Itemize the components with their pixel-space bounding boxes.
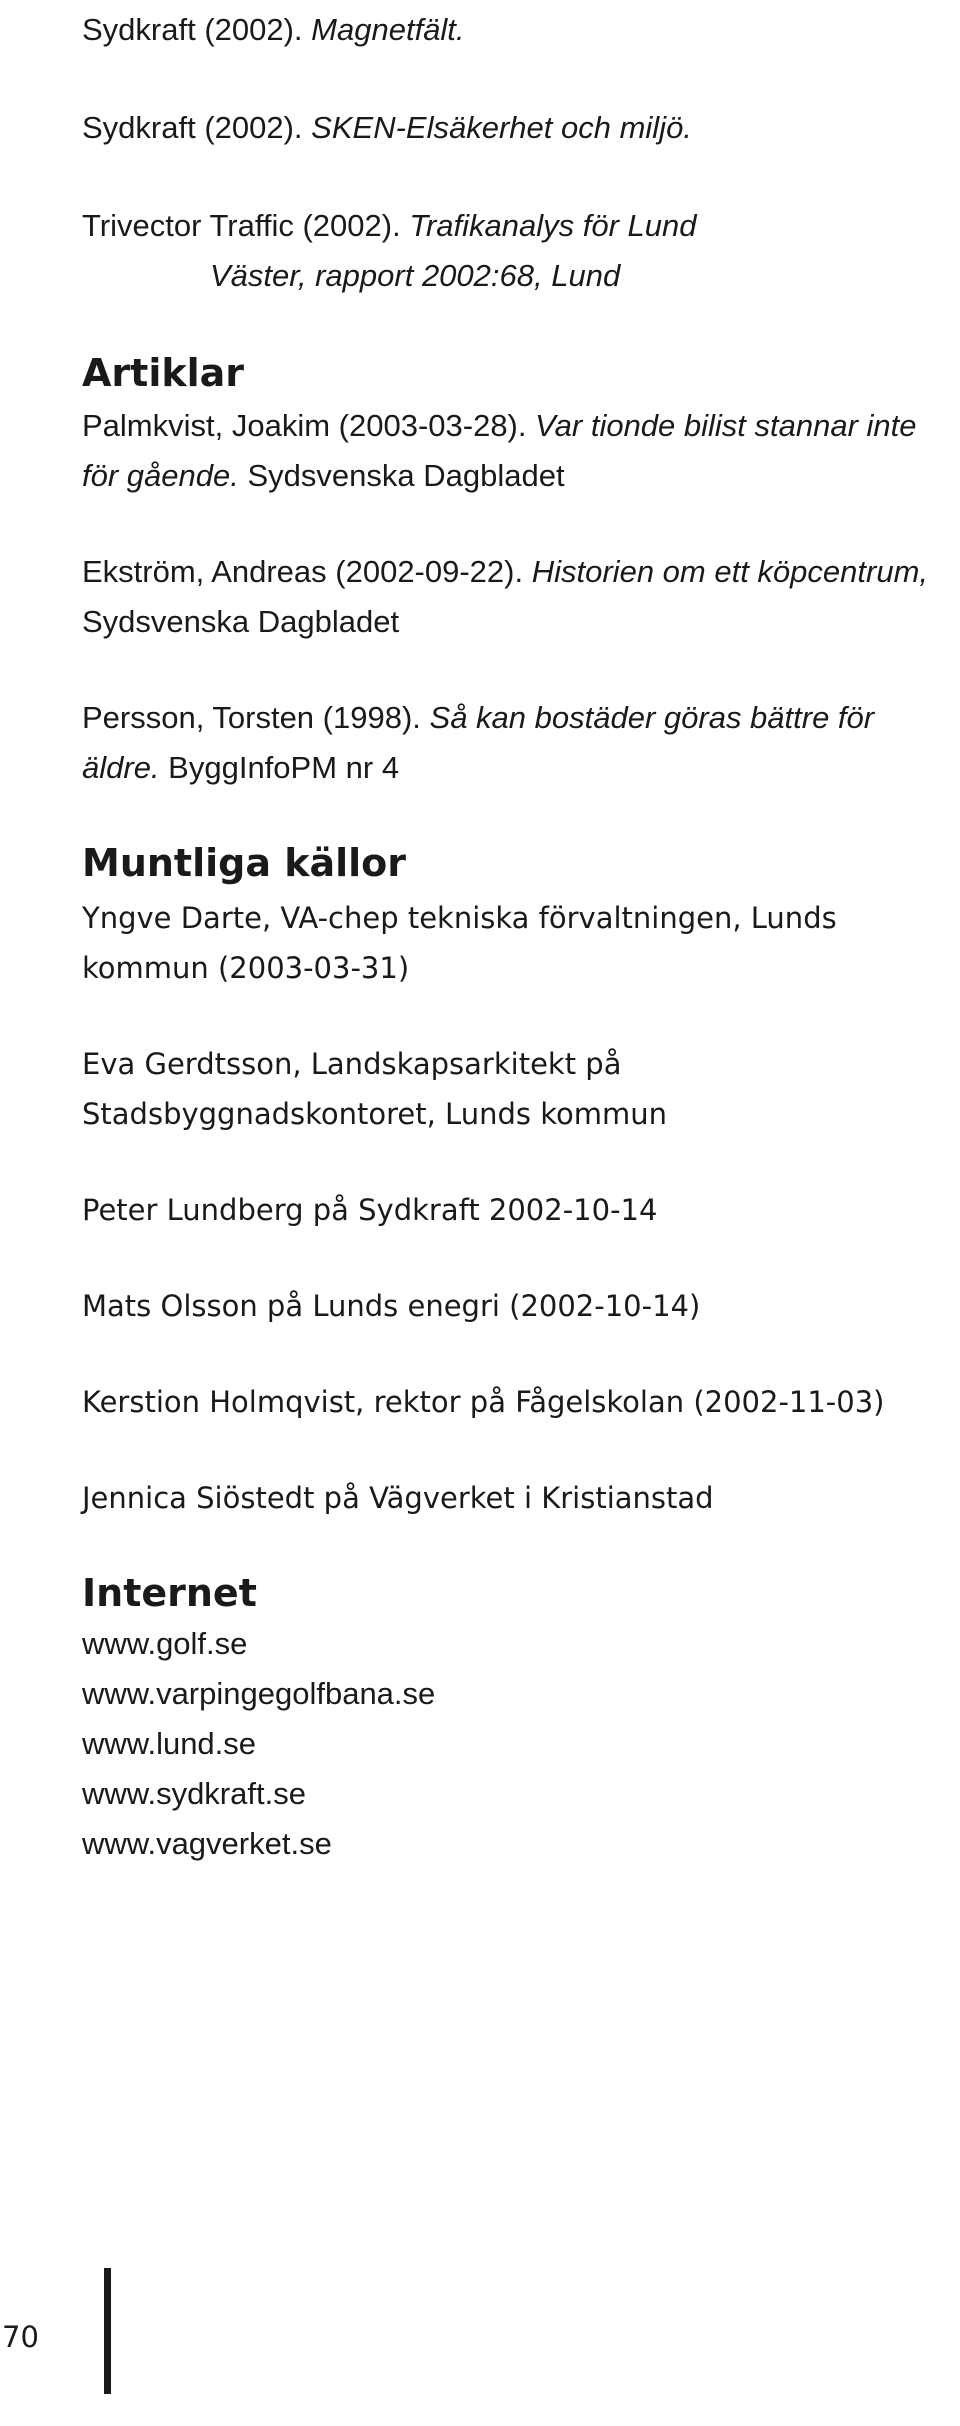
- internet-heading: Internet: [82, 1571, 257, 1615]
- reference-author: Sydkraft (2002).: [82, 12, 303, 47]
- page-number-divider: [104, 2268, 111, 2394]
- url-item: www.vagverket.se: [82, 1826, 332, 1861]
- article-source: Sydsvenska Dagbladet: [247, 458, 565, 493]
- reference-item: [82, 5, 942, 55]
- article-author: Persson, Torsten (1998).: [82, 700, 421, 735]
- reference-list: [82, 0, 942, 301]
- article-title: Historien om ett köpcentrum,: [531, 554, 928, 589]
- url-item: www.lund.se: [82, 1726, 257, 1761]
- page-number: 70: [2, 2320, 39, 2354]
- oral-source-item: Yngve Darte, VA-chep tekniska förvaltningen, Lunds kommun (2003-03-31): [82, 901, 837, 985]
- reference-title: SKEN-Elsäkerhet och miljö.: [311, 110, 692, 145]
- oral-source-item: Eva Gerdtsson, Landskapsarkitekt på Stadsbyggnadskontoret, Lunds kommun: [82, 1047, 667, 1131]
- article-author: Ekström, Andreas (2002-09-22).: [82, 554, 524, 589]
- article-item: [82, 547, 942, 647]
- articles-list: [82, 401, 942, 793]
- reference-item: [82, 201, 942, 301]
- reference-title: Trafikanalys för Lund: [409, 208, 697, 243]
- oral-sources-heading: Muntliga källor: [82, 841, 407, 885]
- article-item: [82, 401, 942, 501]
- article-title: Var tionde bilist stannar inte för gående.: [82, 408, 917, 493]
- articles-heading: Artiklar: [82, 351, 245, 395]
- article-source: Sydsvenska Dagbladet: [82, 604, 400, 639]
- oral-source-item: Jennica Siöstedt på Vägverket i Kristianstad: [82, 1481, 714, 1515]
- reference-title: Magnetfält.: [311, 12, 465, 47]
- article-item: [82, 693, 942, 793]
- page-body: [82, 0, 942, 1869]
- reference-author: Sydkraft (2002).: [82, 110, 303, 145]
- url-item: www.sydkraft.se: [82, 1776, 306, 1811]
- url-item: www.golf.se: [82, 1626, 248, 1661]
- article-source: ByggInfoPM nr 4: [168, 750, 400, 785]
- reference-author: Trivector Traffic (2002).: [82, 208, 401, 243]
- oral-source-item: Kerstion Holmqvist, rektor på Fågelskolan (2002-11-03): [82, 1385, 885, 1419]
- article-author: Palmkvist, Joakim (2003-03-28).: [82, 408, 527, 443]
- reference-item: [82, 103, 942, 153]
- url-list: [82, 1619, 942, 1869]
- url-item: www.varpingegolfbana.se: [82, 1676, 436, 1711]
- oral-source-item: Peter Lundberg på Sydkraft 2002-10-14: [82, 1193, 658, 1227]
- oral-sources-list: [82, 893, 942, 1523]
- reference-title-continued: Väster, rapport 2002:68, Lund: [210, 258, 621, 293]
- article-title: Så kan bostäder göras bättre för äldre.: [82, 700, 875, 785]
- oral-source-item: Mats Olsson på Lunds enegri (2002-10-14): [82, 1289, 701, 1323]
